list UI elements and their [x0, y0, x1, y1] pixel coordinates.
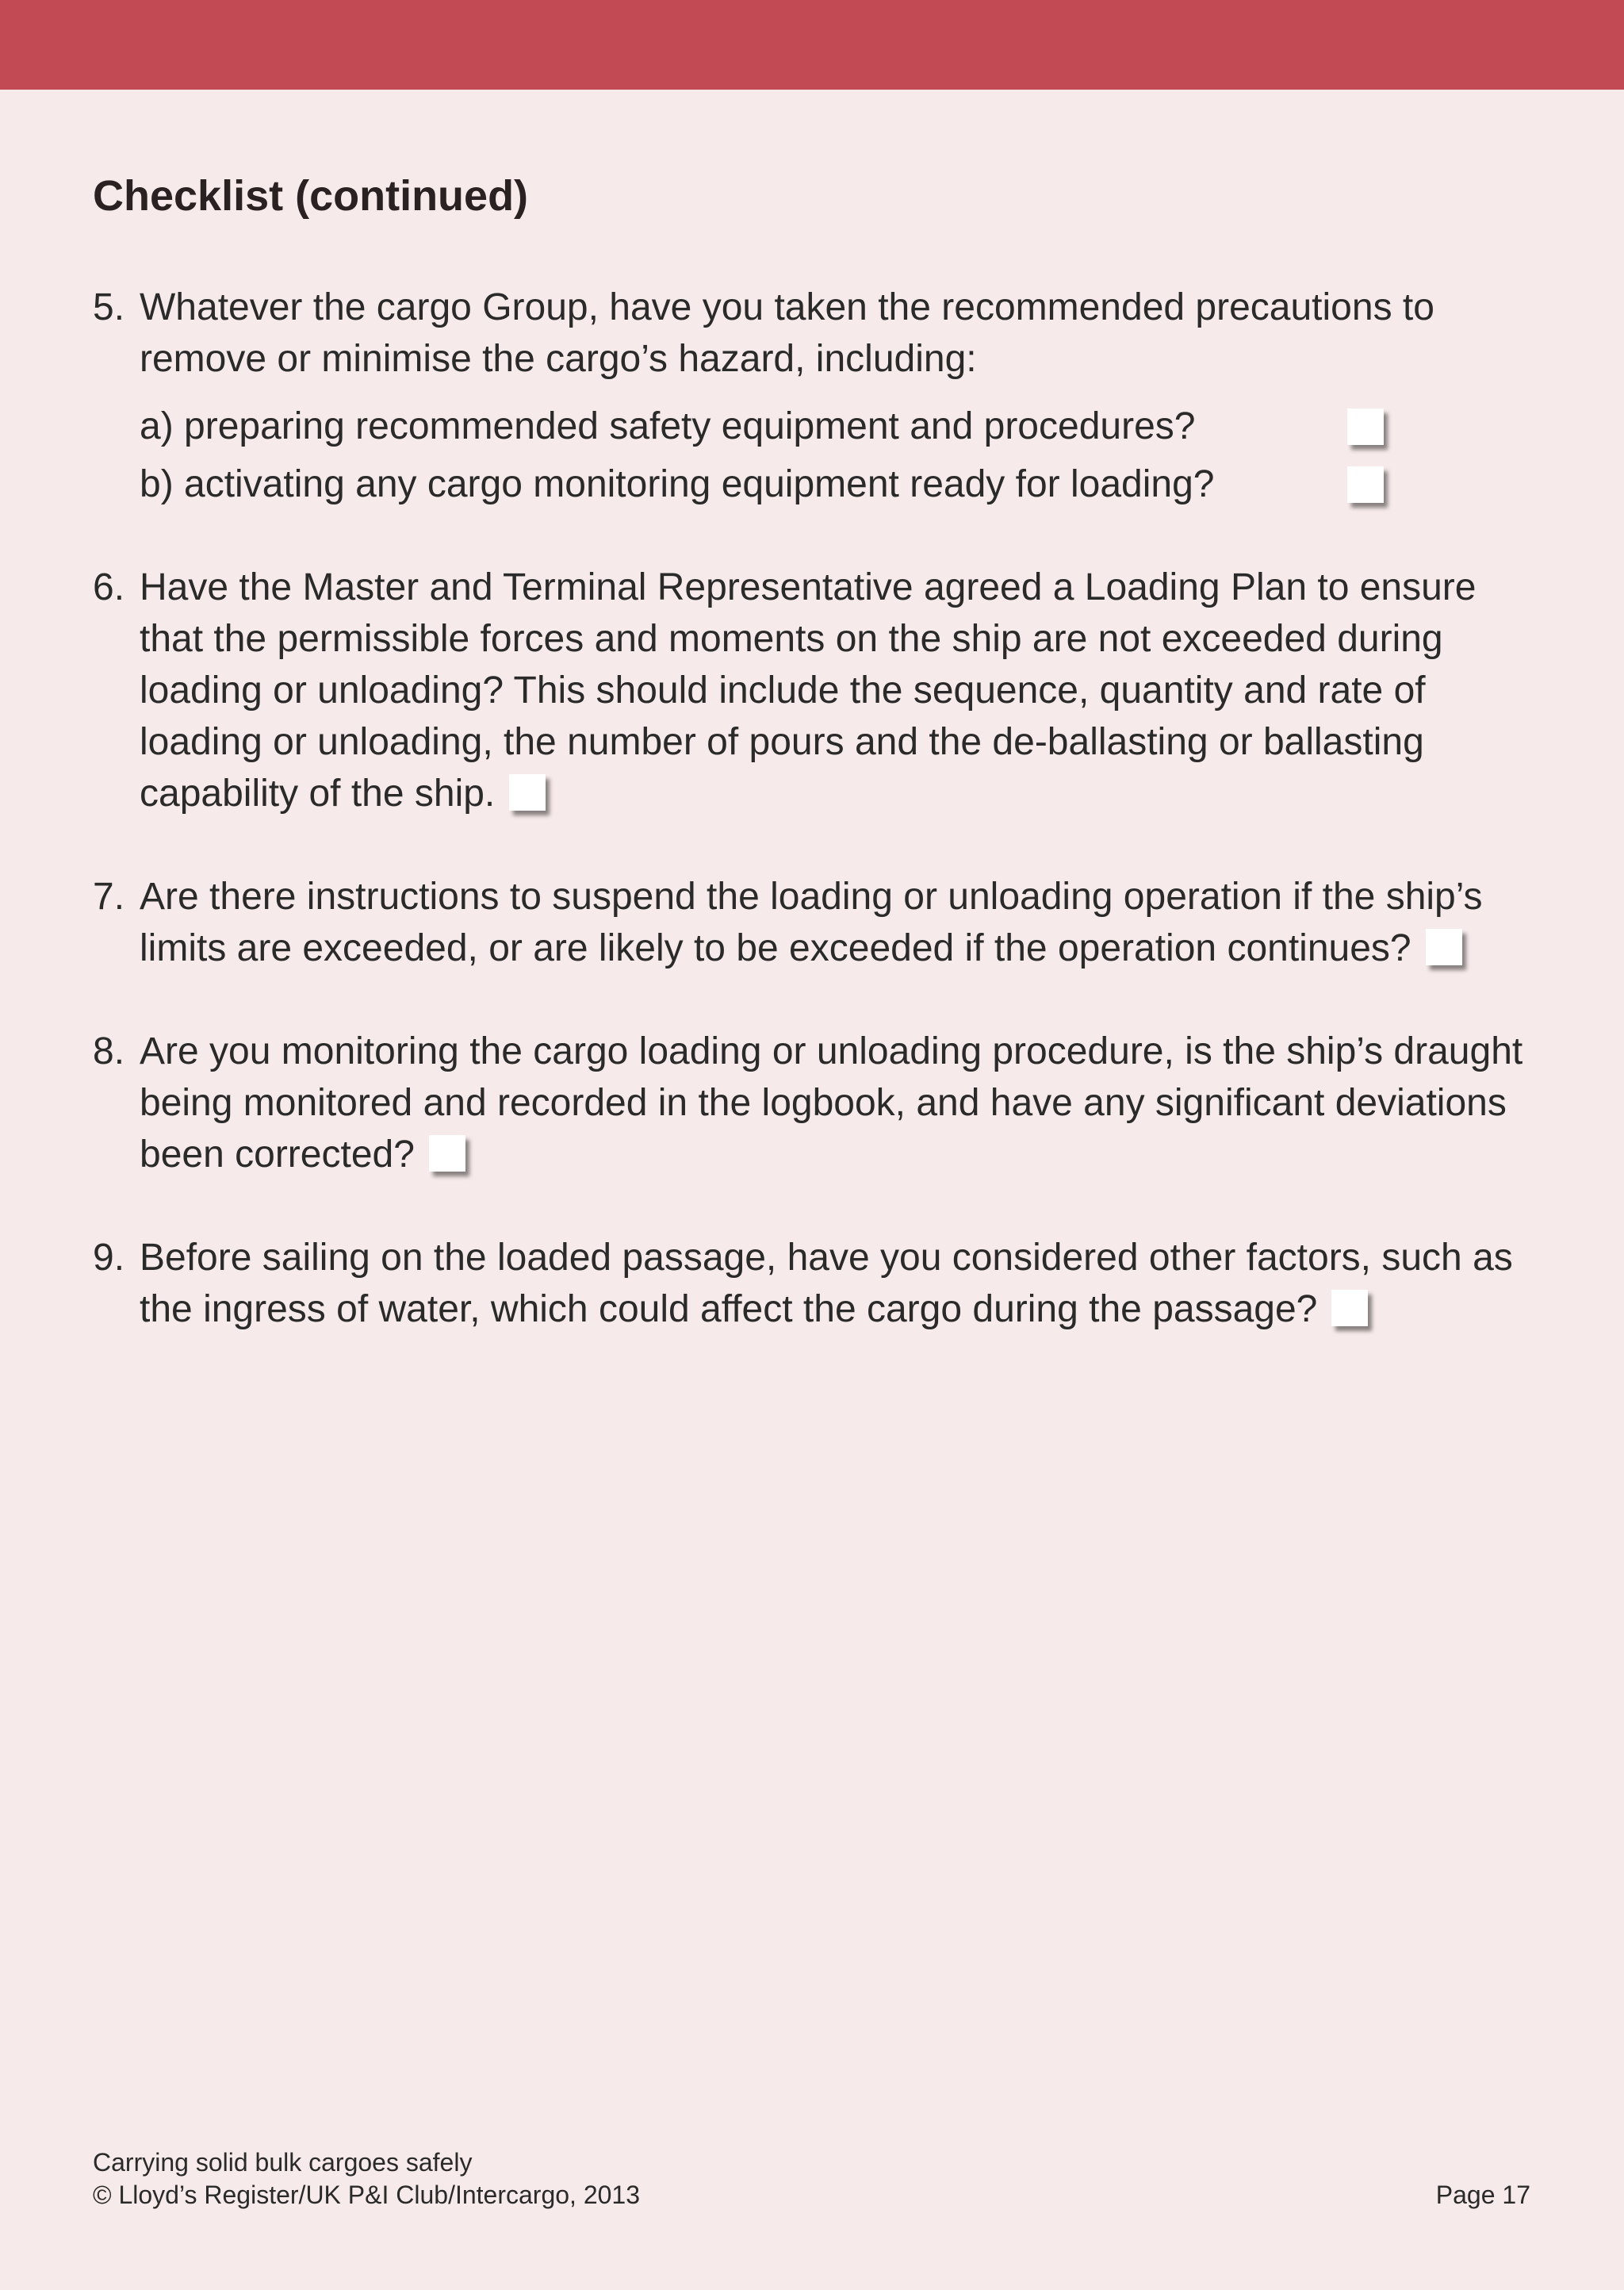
checklist-item-8	[93, 1026, 1544, 1180]
footer-publication: Carrying solid bulk cargoes safely	[93, 2148, 473, 2177]
sub-item-a	[140, 401, 1544, 452]
sub-item-b	[140, 458, 1544, 510]
checkbox[interactable]	[509, 774, 546, 811]
item-number: 5.	[93, 286, 125, 328]
checklist-item-7	[93, 871, 1544, 974]
item-number: 8.	[93, 1030, 125, 1072]
checklist-item-5	[93, 282, 1544, 510]
sub-item-text: b) activating any cargo monitoring equipment ready for loading?	[140, 463, 1215, 505]
checklist	[93, 282, 1544, 1387]
item-number: 7.	[93, 876, 125, 918]
checkbox[interactable]	[1347, 409, 1384, 445]
checklist-item-6	[93, 562, 1544, 819]
checkbox[interactable]	[429, 1135, 465, 1172]
header-band	[0, 0, 1624, 90]
page-title: Checklist (continued)	[93, 172, 529, 220]
checkbox[interactable]	[1331, 1290, 1368, 1326]
item-text: Before sailing on the loaded passage, have you considered other factors, such as the ingress of water, which could affect the cargo during the passage?	[140, 1237, 1513, 1330]
sub-item-text: a) preparing recommended safety equipment and procedures?	[140, 405, 1196, 447]
item-text: Have the Master and Terminal Representative agreed a Loading Plan to ensure that the permissible forces and moments on the ship are not exceeded during loading or unloading? This should include the sequence, quantity and rate of loading or unloading, the number of pours and the de-ballasting or ballasting capability of the ship.	[140, 566, 1477, 815]
checkbox[interactable]	[1347, 466, 1384, 503]
footer-credits	[93, 2146, 640, 2211]
checklist-item-9	[93, 1232, 1544, 1335]
item-text: Are you monitoring the cargo loading or unloading procedure, is the ship’s draught being monitored and recorded in the logbook, and have any significant deviations been corrected?	[140, 1030, 1523, 1176]
sub-item-list	[140, 401, 1544, 510]
item-number: 9.	[93, 1237, 125, 1279]
page-number: Page 17	[1435, 2181, 1530, 2209]
footer-copyright: © Lloyd’s Register/UK P&I Club/Intercargo, 2013	[93, 2181, 640, 2209]
item-text: Are there instructions to suspend the loading or unloading operation if the ship’s limits are exceeded, or are likely to be exceeded if the operation continues?	[140, 876, 1483, 969]
checkbox[interactable]	[1426, 929, 1462, 965]
item-number: 6.	[93, 566, 125, 608]
item-text: Whatever the cargo Group, have you taken the recommended precautions to remove or minimise the cargo’s hazard, including:	[140, 286, 1434, 380]
